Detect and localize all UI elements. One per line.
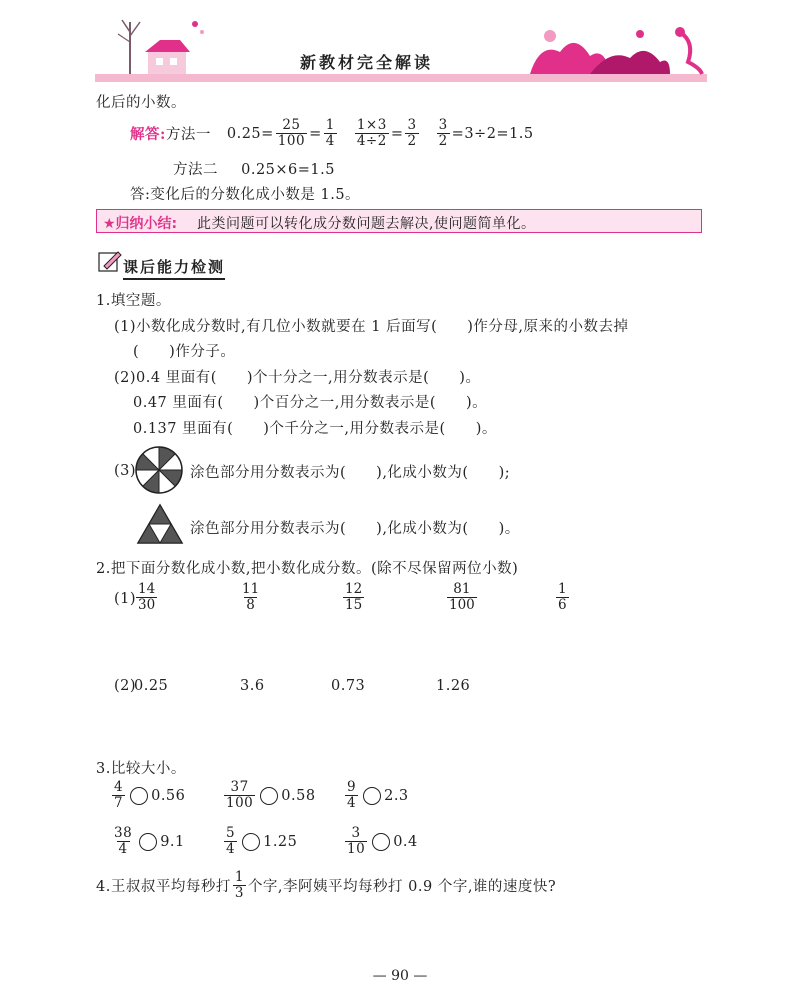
method-one-expr-end: =3÷2=1.5 — [451, 125, 534, 142]
fraction: $\frac{38}{4}$ — [114, 825, 133, 857]
q1-p3-label: (3) — [114, 463, 137, 479]
solution-answer: 答:变化后的分数化成小数是 1.5。 — [130, 187, 361, 203]
q3-title: 3.比较大小。 — [96, 761, 186, 777]
fraction-item: $\frac{1}{6}$ — [558, 581, 567, 613]
fraction: $\frac{4}{7}$ — [114, 779, 124, 811]
q2-title: 2.把下面分数化成小数,把小数化成分数。(除不尽保留两位小数) — [96, 561, 519, 577]
shaded-triangle-figure — [136, 503, 184, 545]
compare-item — [222, 826, 297, 857]
decimal-item: 3.6 — [240, 678, 265, 694]
q1-p3-line2: 涂色部分用分数表示为( ),化成小数为( )。 — [190, 521, 520, 537]
pencil-note-icon — [96, 248, 122, 274]
page-number: — 90 — — [372, 968, 428, 984]
method-one-label: 方法一 — [165, 127, 211, 143]
compare-item — [222, 780, 316, 811]
compare-circle[interactable] — [130, 787, 148, 805]
fraction: $\frac{37}{100}$ — [226, 779, 254, 811]
compare-value: 2.3 — [384, 787, 409, 804]
decimal-item: 0.25 — [134, 678, 169, 694]
fraction-item: $\frac{12}{15}$ — [345, 581, 363, 613]
compare-value: 0.58 — [281, 787, 316, 804]
solution-intro: 化后的小数。 — [96, 95, 186, 111]
fraction: $\frac{1}{4}$ — [325, 117, 335, 149]
fraction: $\frac{1}{3}$ — [234, 869, 244, 901]
decimal-item: 0.73 — [331, 678, 366, 694]
q2-p2-label: (2) — [114, 678, 137, 694]
shaded-circle-figure — [134, 445, 184, 495]
method-one-line — [130, 118, 534, 149]
compare-circle[interactable] — [363, 787, 381, 805]
fraction-item: $\frac{11}{8}$ — [242, 581, 260, 613]
compare-circle[interactable] — [372, 833, 390, 851]
fraction: $\frac{3}{2}$ — [438, 117, 448, 149]
compare-value: 1.25 — [263, 833, 298, 850]
compare-item — [110, 826, 185, 857]
q1-p1-line1: (1)小数化成分数时,有几位小数就要在 1 后面写( )作分母,原来的小数去掉 — [114, 319, 629, 335]
header-title: 新教材完全解读 — [300, 53, 434, 72]
header — [0, 0, 800, 90]
q2-fraction-list — [134, 582, 584, 618]
q2-p1-label: (1) — [114, 591, 137, 607]
compare-item — [343, 780, 409, 811]
q4-question — [96, 870, 556, 901]
fraction: $\frac{3}{2}$ — [407, 117, 417, 149]
fraction-item: $\frac{81}{100}$ — [449, 581, 475, 613]
q1-p2-line1: (2)0.4 里面有( )个十分之一,用分数表示是( )。 — [114, 370, 481, 386]
q4-prefix: 4.王叔叔平均每秒打 — [96, 879, 231, 895]
compare-circle[interactable] — [242, 833, 260, 851]
fraction: $\frac{5}{4}$ — [226, 825, 236, 857]
compare-circle[interactable] — [139, 833, 157, 851]
equals-sign: = — [390, 125, 404, 142]
fraction: $\frac{25}{100}$ — [277, 117, 306, 149]
compare-item — [110, 780, 185, 811]
compare-value: 0.4 — [393, 833, 418, 850]
section-title: 课后能力检测 — [123, 256, 225, 280]
decimal-item: 1.26 — [436, 678, 471, 694]
summary-box — [96, 209, 702, 233]
q1-p2-line3: 0.137 里面有( )个千分之一,用分数表示是( )。 — [133, 421, 497, 437]
compare-value: 9.1 — [160, 833, 185, 850]
header-flower-illustration — [520, 22, 710, 78]
q1-p1-line2: ( )作分子。 — [133, 344, 236, 360]
solution-label: 解答: — [130, 126, 166, 143]
q4-suffix: 个字,李阿姨平均每秒打 0.9 个字,谁的速度快? — [247, 879, 557, 895]
fraction-item: $\frac{14}{30}$ — [138, 581, 156, 613]
fraction: $\frac{3}{10}$ — [347, 825, 366, 857]
compare-value: 0.56 — [151, 787, 186, 804]
method-two-expr: 0.25×6=1.5 — [241, 162, 335, 178]
q1-p3-line1: 涂色部分用分数表示为( ),化成小数为( ); — [190, 465, 511, 481]
method-two-label: 方法二 — [173, 162, 218, 178]
fraction: $\frac{9}{4}$ — [347, 779, 357, 811]
method-one-expr-start: 0.25= — [226, 125, 274, 142]
summary-label: ★归纳小结: — [103, 216, 178, 232]
q1-title: 1.填空题。 — [96, 293, 171, 309]
fraction: $\frac{1\times 3}{4\div 2}$ — [356, 117, 387, 149]
method-two-line — [173, 158, 335, 179]
equals-sign: = — [309, 125, 322, 142]
compare-circle[interactable] — [260, 787, 278, 805]
compare-item — [343, 826, 418, 857]
q1-p2-line2: 0.47 里面有( )个百分之一,用分数表示是( )。 — [133, 395, 488, 411]
header-house-tree-illustration — [100, 12, 210, 78]
summary-text: 此类问题可以转化成分数问题去解决,使问题简单化。 — [197, 216, 536, 232]
